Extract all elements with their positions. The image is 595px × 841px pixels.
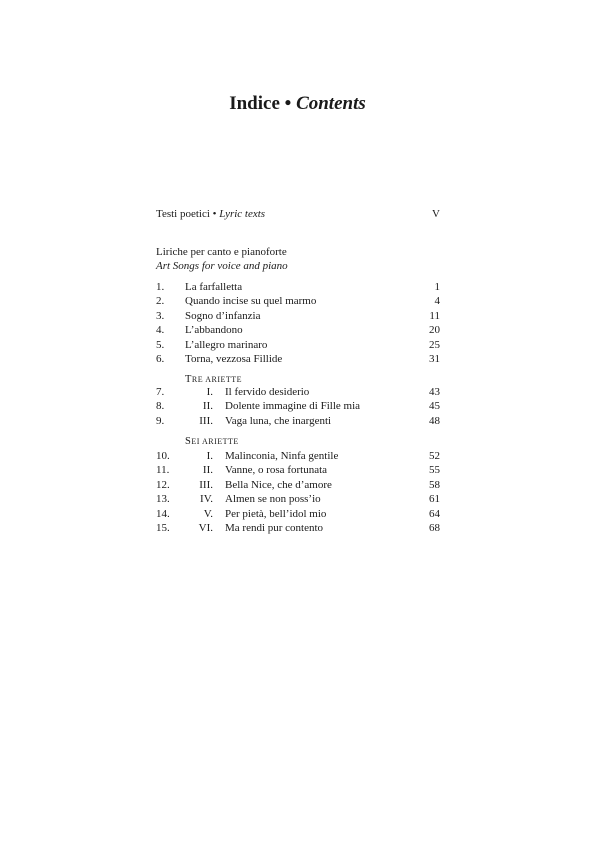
title-bullet: • bbox=[284, 93, 292, 114]
list-item: 10. I. Malinconia, Ninfa gentile 52 bbox=[156, 450, 440, 462]
list-item: 6. Torna, vezzosa Fillide 31 bbox=[156, 352, 440, 365]
testi-italic: Lyric texts bbox=[219, 208, 266, 220]
list-item: 11. II. Vanne, o rosa fortunata 55 bbox=[156, 464, 440, 477]
main-list bbox=[156, 280, 440, 366]
sei-ariette-heading: SEI ARIETTE bbox=[185, 436, 239, 447]
liriche-line1: Liriche per canto e pianoforte bbox=[156, 246, 287, 258]
list-item: 4. L’abbandono 20 bbox=[156, 324, 440, 337]
list-item: 3. Sogno d’infanzia 11 bbox=[156, 309, 440, 322]
title-italic: Contents bbox=[296, 93, 366, 114]
list-item: 9. III. Vaga luna, che inargenti 48 bbox=[156, 414, 440, 427]
list-item: 14. V. Per pietà, bell’idol mio 64 bbox=[156, 507, 440, 520]
list-item: 1. La farfalletta 1 bbox=[156, 281, 440, 293]
list-item: 12. III. Bella Nice, che d’amore 58 bbox=[156, 478, 440, 491]
list-item: 8. II. Dolente immagine di Fille mia 45 bbox=[156, 400, 440, 413]
testi-label: Testi poetici bbox=[156, 208, 210, 220]
tre-ariette-list bbox=[156, 385, 440, 428]
title-main: Indice bbox=[229, 93, 280, 114]
list-item: 5. L’allegro marinaro 25 bbox=[156, 338, 440, 351]
testi-page: V bbox=[432, 208, 440, 220]
list-item: 7. I. Il fervido desiderio 43 bbox=[156, 386, 440, 398]
testi-bullet: • bbox=[212, 208, 217, 220]
liriche-line2: Art Songs for voice and piano bbox=[156, 260, 288, 273]
tre-ariette-heading: TRE ARIETTE bbox=[185, 374, 243, 385]
list-item: 13. IV. Almen se non poss’io 61 bbox=[156, 493, 440, 506]
list-item: 2. Quando incise su quel marmo 4 bbox=[156, 295, 440, 308]
page-title bbox=[0, 92, 595, 116]
liriche-heading bbox=[156, 245, 440, 274]
testi-entry bbox=[156, 207, 440, 221]
sei-ariette-list bbox=[156, 449, 440, 535]
list-item: 15. VI. Ma rendi pur contento 68 bbox=[156, 521, 440, 534]
